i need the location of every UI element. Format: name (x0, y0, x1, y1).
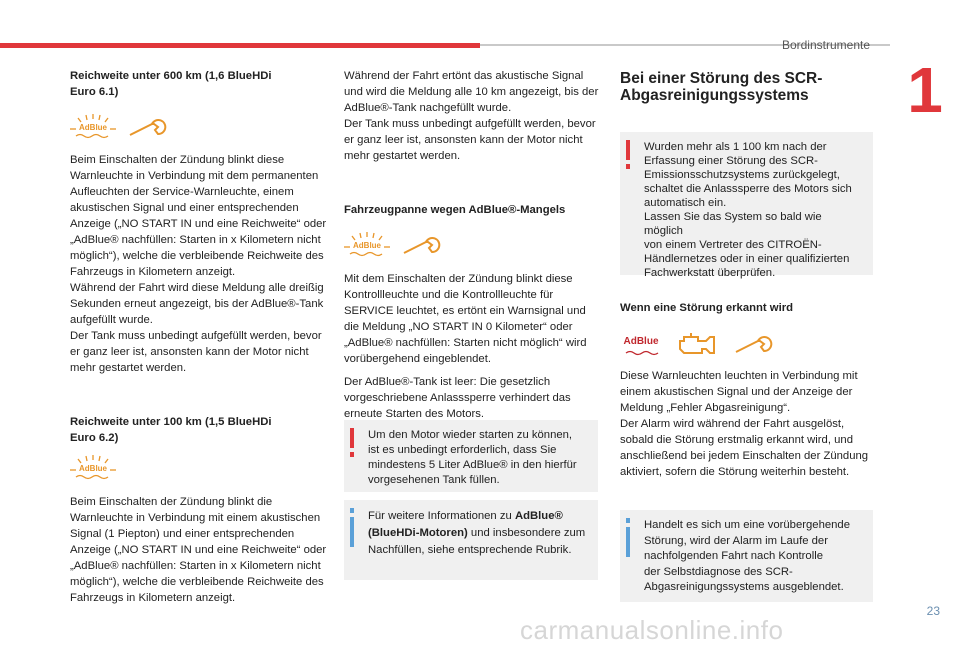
adblue-warning-icon (70, 455, 116, 483)
text-line: möglich“), welche die verbleibende Reichweite des (70, 576, 324, 588)
text-line: AdBlue®-Tank nachgefüllt wurde. (344, 102, 512, 114)
text-line: Signal (1 Piepton) und einer entsprechenden (70, 528, 295, 540)
text-line: Erfassung einer Störung des SCR- (644, 155, 818, 167)
text-line: vorgeschriebene Anlasssperre verhindert das (344, 392, 571, 404)
text-line: vorübergehend eingeblendet. (344, 353, 491, 365)
adblue-warning-icon (70, 114, 116, 142)
text-line: Sekunden erneut angezeigt, bis der AdBlue®-Tank (70, 298, 324, 310)
warning-text (368, 428, 588, 488)
info-box-adblue (344, 500, 598, 580)
text-line: Beim Einschalten der Zündung blinkt die (70, 496, 273, 508)
text-line: Der Alarm wird während der Fahrt ausgelöst, (620, 418, 845, 430)
text-line: Fahrzeugs in Kilometern anzeigt. (70, 266, 236, 278)
text-line: Fachwerkstatt überprüfen. (644, 267, 776, 279)
text-line: Lassen Sie das System so bald wie möglich (644, 211, 822, 237)
text-line: schaltet die Anlasssperre des Motors sich (644, 183, 852, 195)
page-number: 23 (926, 604, 940, 618)
heading-600km (70, 68, 335, 100)
text-line: Kontrollleuchte und die Kontrollleuchte für (344, 289, 554, 301)
text-line: mehr gestartet werden. (70, 362, 187, 374)
paragraph-100km (70, 494, 335, 606)
text-line: von einem Vertreter des CITROËN- (644, 239, 822, 251)
text-line: Nachfüllen, siehe entsprechende Rubrik. (368, 544, 572, 556)
heading-line: Bei einer Störung des SCR- (620, 70, 823, 87)
info-text (644, 518, 863, 596)
text-line: Beim Einschalten der Zündung blinkt diese (70, 154, 285, 166)
text-line: Der Tank muss unbedingt aufgefüllt werden, bevor (344, 118, 596, 130)
text-line: „AdBlue® nachfüllen: Starten nicht möglich“ wird (344, 337, 587, 349)
wrench-icon (128, 117, 168, 139)
text-line: ist es unbedingt erforderlich, dass Sie (368, 444, 557, 456)
heading-line: Reichweite unter 100 km (1,5 BlueHDi (70, 416, 272, 428)
watermark: carmanualsonline.info (520, 615, 784, 645)
text-line: mehr gestartet werden. (344, 150, 461, 162)
text-line: „AdBlue® nachfüllen: Starten in x Kilometern nicht (70, 234, 321, 246)
text-line: automatisch ein. (644, 197, 727, 209)
heading-line: Reichweite unter 600 km (1,6 BlueHDi (70, 70, 272, 82)
paragraph-600km (70, 152, 335, 376)
text-line: er ganz leer ist, ansonsten kann der Motor nicht (344, 134, 583, 146)
icon-row-100km (70, 455, 116, 483)
text-line: erneute Starten des Motors. (344, 408, 485, 420)
text-segment-bold: AdBlue® (514, 510, 563, 522)
text-line: er ganz leer ist, ansonsten kann der Motor nicht (70, 346, 309, 358)
text-line: mindestens 5 Liter AdBlue® in den hierfür (368, 459, 577, 471)
info-icon (349, 508, 355, 548)
text-line: Wurden mehr als 1 100 km nach der (644, 141, 827, 153)
text-line: Anzeige („NO START IN und eine Reichweite“ oder (70, 218, 327, 230)
text-line: Um den Motor wieder starten zu können, (368, 429, 573, 441)
column-1-heading-2 (70, 414, 335, 446)
info-box-temporary (620, 510, 873, 602)
text-line: Händlernetzes oder in einer qualifizierten (644, 253, 850, 265)
engine-icon (676, 331, 720, 359)
text-line: möglich“), welche die verbleibende Reichweite des (70, 250, 324, 262)
warning-box-refill (344, 420, 598, 492)
text-line: sobald die Störung erstmalig erkannt wird, und (620, 434, 853, 446)
header-accent-bar (0, 43, 480, 48)
text-line: aufgefüllt wurde. (70, 314, 153, 326)
adblue-label: AdBlue (623, 336, 659, 347)
adblue-label: AdBlue (353, 241, 381, 250)
text-line: Während der Fahrt wird diese Meldung alle dreißig (70, 282, 324, 294)
text-line: Der Tank muss unbedingt aufgefüllt werden, bevor (70, 330, 322, 342)
adblue-warning-icon (344, 232, 390, 260)
heading-line: Euro 6.1) (70, 86, 119, 98)
text-line: Der AdBlue®-Tank ist leer: Die gesetzlich (344, 376, 551, 388)
text-line: Anzeige („NO START IN und eine Reichweite“ oder (70, 544, 327, 556)
exclamation-icon (625, 140, 631, 170)
text-line: „AdBlue® nachfüllen: Starten in x Kilometern nicht (70, 560, 321, 572)
warning-box-scr (620, 132, 873, 279)
text-line: vorgesehenen Tank füllen. (368, 474, 500, 486)
text-line: Störung, wird der Alarm im Laufe der (644, 534, 828, 547)
text-line: Aufleuchten der Service-Warnleuchte, einem (70, 186, 294, 198)
exclamation-icon (349, 428, 355, 458)
icon-row-600km (70, 114, 168, 142)
text-line: SERVICE leuchtet, es ertönt ein Warnsignal und (344, 305, 586, 317)
text-line: Diese Warnleuchten leuchten in Verbindung mit (620, 370, 858, 382)
adblue-label: AdBlue (79, 464, 107, 473)
text-line: aktiviert, sofern die Störung weiterhin besteht. (620, 466, 850, 478)
column-2-intro (344, 68, 606, 164)
heading-adblue-shortage: Fahrzeugpanne wegen AdBlue®-Mangels (344, 204, 566, 216)
heading-line: Abgasreinigungssystems (620, 87, 809, 104)
heading-line: Euro 6.2) (70, 432, 119, 444)
adblue-label: AdBlue (79, 123, 107, 132)
info-text (368, 508, 588, 559)
text-line: Mit dem Einschalten der Zündung blinkt diese (344, 273, 573, 285)
icon-row-fault (620, 331, 774, 359)
wrench-icon (402, 235, 442, 257)
text-line: Während der Fahrt ertönt das akustische Signal (344, 70, 584, 82)
column-1 (70, 68, 335, 100)
text-line: Warnleuchte in Verbindung mit dem permanenten (70, 170, 319, 182)
text-line: und wird die Meldung alle 10 km angezeigt, bis der (344, 86, 599, 98)
text-line: Fahrzeugs in Kilometern anzeigt. (70, 592, 236, 604)
adblue-fault-icon (620, 331, 662, 359)
text-line: Emissionsschutzsystems zurückgelegt, (644, 169, 840, 181)
section-heading-scr (620, 70, 880, 104)
text-line: akustischen Signal und einer entsprechenden (70, 202, 299, 214)
text-line: der Selbstdiagnose des SCR- (644, 565, 793, 578)
paragraph-fault (620, 368, 880, 480)
section-title: Bordinstrumente (781, 38, 870, 52)
text-line: Warnleuchte in Verbindung mit einem akustischen (70, 512, 321, 524)
icon-row-shortage (344, 232, 442, 260)
text-line: Abgasreinigungssystems ausgeblendet. (644, 581, 844, 593)
info-icon (625, 518, 631, 558)
chapter-number: 1 (907, 54, 943, 126)
heading-100km (70, 414, 335, 446)
text-line: nachfolgenden Fahrt nach Kontrolle (644, 550, 823, 562)
text-line: einem akustischen Signal und der Anzeige der (620, 386, 853, 398)
wrench-icon (734, 334, 774, 356)
text-line: die Meldung „NO START IN 0 Kilometer“ oder (344, 321, 573, 333)
text-segment: Für weitere Informationen zu (368, 510, 515, 522)
text-line: Meldung „Fehler Abgasreinigung“. (620, 402, 791, 414)
text-segment-bold: (BlueHDi-Motoren) (368, 527, 468, 539)
heading-fault-detected: Wenn eine Störung erkannt wird (620, 302, 794, 314)
text-segment: und insbesondere zum (467, 527, 586, 539)
warning-text (644, 140, 863, 280)
text-line: Handelt es sich um eine vorübergehende (644, 519, 850, 531)
paragraph-shortage (344, 271, 606, 422)
text-line: anschließend bei jedem Einschalten der Zündung (620, 450, 869, 462)
